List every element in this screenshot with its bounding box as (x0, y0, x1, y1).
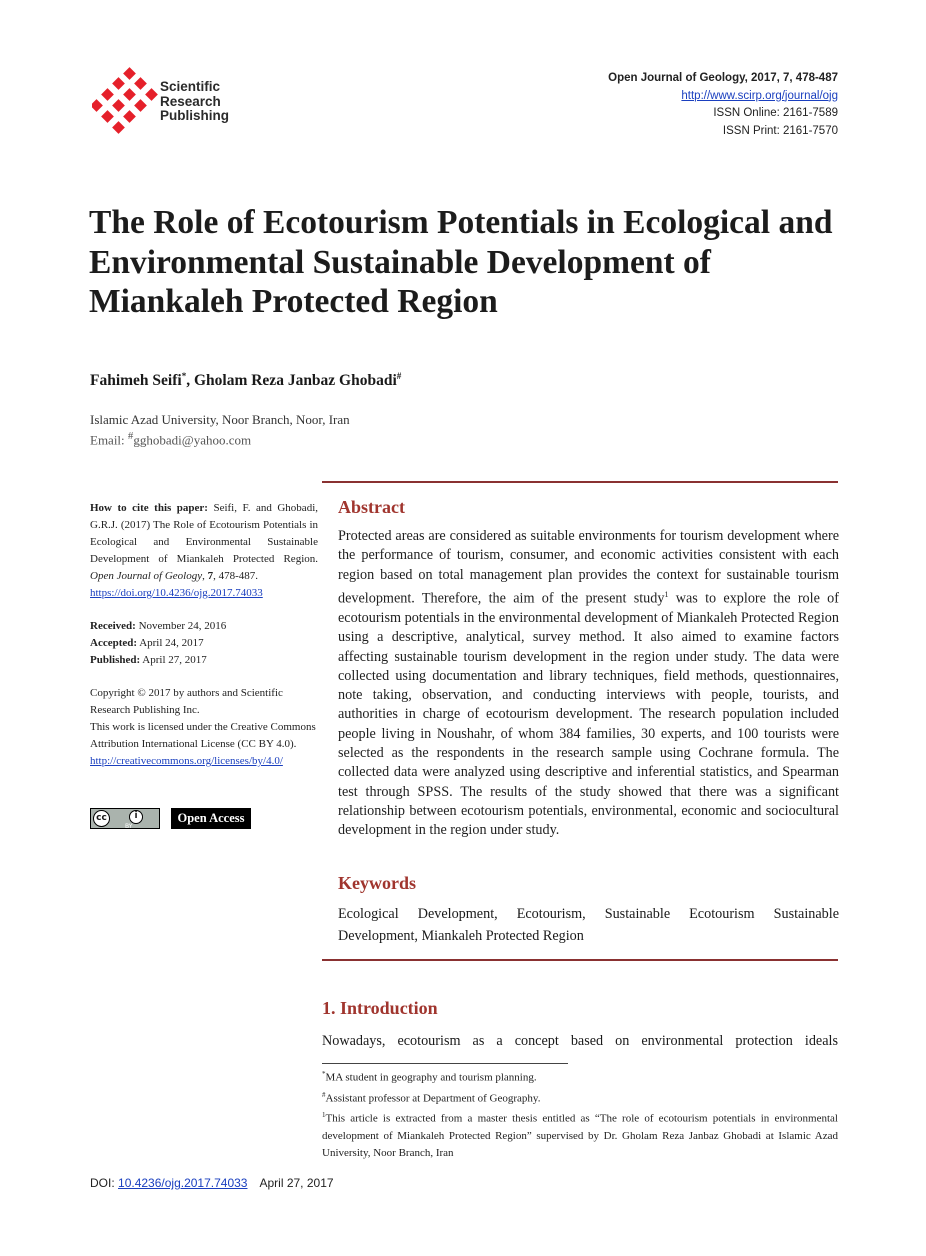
doi-link[interactable]: 10.4236/ojg.2017.74033 (118, 1176, 248, 1190)
cite-label: How to cite this paper: (90, 502, 208, 514)
citation-block (90, 500, 318, 602)
introduction-text: Nowadays, ecotourism as a concept based on environmental protection ideals (322, 1033, 838, 1049)
cite-separator: , (202, 570, 208, 582)
abstract-text-part: was to explore the role of ecotourism potentials in the environmental development of Miankaleh Protected Region using a descriptive, analytical, survey method. It also aimed to examine factors affecting sustainable tourism development in the region under study. The data were collected using documentation and library techniques, field methods, questionnaires, note taking, observation, and conducting interviews with people, tourists, and authorities in charge of ecotourism development. The research population included people living in Noushahr, of whom 384 families, 30 experts, and 100 tourists were selected as the respondents in the research sample using Cochrane formula. The collected data were analyzed using descriptive and inferential statistics, and Spearman test through SPSS. The results of the study showed that there was a significant relationship between ecotourism potentials, environmental, economic and sociocultural development in the region under study. (338, 590, 839, 839)
license-link[interactable]: http://creativecommons.org/licenses/by/4.0/ (90, 755, 283, 767)
abstract-top-rule (322, 481, 838, 483)
journal-citation: Open Journal of Geology, 2017, 7, 478-487 (608, 72, 838, 84)
abstract-bottom-rule (322, 959, 838, 961)
cite-pages: , 478-487. (213, 570, 259, 582)
by-label: BY (125, 823, 133, 830)
footnote (322, 1107, 838, 1162)
footnote-mark: 1 (322, 1111, 326, 1120)
cite-journal: Open Journal of Geology (90, 570, 203, 582)
footnote-text: Assistant professor at Department of Geography. (325, 1092, 541, 1105)
keywords-text: Ecological Development, Ecotourism, Sustainable Ecotourism Sustainable Development, Miankaleh Protected Region (338, 906, 839, 944)
footnote-text: This article is extracted from a master thesis entitled as “The role of ecotourism potentials in environmental development of Miankaleh Protected Region” supervised by Dr. Gholam Reza Janbaz Ghobadi at Islamic Azad University, Noor Branch, Iran (322, 1112, 838, 1159)
keywords-heading: Keywords (338, 873, 416, 893)
person-icon: i (129, 810, 143, 824)
received-date (90, 618, 318, 635)
publisher-name-line: Research (160, 93, 221, 109)
email-address: gghobadi@yahoo.com (133, 432, 252, 448)
author-email (90, 430, 251, 448)
received-value: November 24, 2016 (135, 620, 227, 632)
abstract-heading: Abstract (338, 497, 405, 517)
cite-doi-link[interactable]: https://doi.org/10.4236/ojg.2017.74033 (90, 587, 263, 599)
sidebar (90, 500, 318, 770)
author-mark: # (396, 371, 402, 381)
published-value: April 27, 2017 (140, 654, 207, 666)
author-separator: , (186, 372, 194, 390)
footer-date: April 27, 2017 (259, 1176, 334, 1190)
journal-info (608, 70, 838, 140)
issn-print: ISSN Print: 2161-7570 (722, 124, 838, 137)
affiliation: Islamic Azad University, Noor Branch, Noor, Iran (90, 412, 350, 427)
journal-url-link[interactable]: http://www.scirp.org/journal/ojg (681, 89, 838, 102)
abstract-text-part: Protected areas are considered as suitable environments for tourism development where the performance of tourism, consumer, and economic activities consistent with each region based on total management plan provides the context for sustainable tourism development. Therefore, the aim of the present study (338, 528, 839, 607)
cite-volume: 7 (207, 570, 214, 582)
publisher-name-line: Publishing (160, 108, 229, 123)
license-notice: This work is licensed under the Creative Commons Attribution International License (CC BY 4.0). (90, 721, 316, 750)
doi-label: DOI: (90, 1176, 119, 1190)
footnote (322, 1066, 838, 1087)
footnote-mark: * (322, 1070, 326, 1078)
accepted-value: April 24, 2017 (137, 637, 204, 649)
introduction-heading: 1. Introduction (322, 998, 438, 1018)
issn-online: ISSN Online: 2161-7589 (713, 107, 838, 119)
footnote-mark: # (322, 1090, 326, 1099)
received-label: Received: (90, 620, 136, 632)
cc-icon: cc (93, 810, 110, 827)
open-access-badge: Open Access (171, 808, 251, 829)
copyright-notice: Copyright © 2017 by authors and Scientific Research Publishing Inc. (90, 687, 283, 716)
author-list (90, 371, 401, 390)
accepted-date (90, 635, 318, 652)
author-name: Gholam Reza Janbaz Ghobadi (193, 372, 397, 390)
footnotes (322, 1066, 838, 1162)
author-mark: * (181, 371, 187, 381)
published-date (90, 652, 318, 669)
cc-by-badge[interactable] (90, 808, 160, 829)
page-footer (90, 1176, 334, 1190)
published-label: Published: (90, 654, 141, 666)
email-mark: # (127, 430, 134, 442)
footnote-text: MA student in geography and tourism planning. (325, 1071, 537, 1084)
article-title: The Role of Ecotourism Potentials in Ecological and Environmental Sustainable Development of Miankaleh Protected Region (89, 204, 833, 320)
footnote (322, 1087, 838, 1108)
email-label: Email: (90, 432, 128, 448)
accepted-label: Accepted: (90, 637, 138, 649)
abstract-text (338, 527, 839, 840)
footnote-rule (322, 1063, 568, 1064)
publisher-name-line: Scientific (160, 79, 221, 94)
publisher-name (160, 80, 229, 124)
author-name: Fahimeh Seifi (90, 372, 182, 390)
abstract-note-mark: 1 (664, 589, 669, 599)
cite-text: Seifi, F. and Ghobadi, G.R.J. (2017) The Role of Ecotourism Potentials in Ecological and Environmental Sustainable Development of Miankaleh Protected Region. (90, 502, 318, 565)
